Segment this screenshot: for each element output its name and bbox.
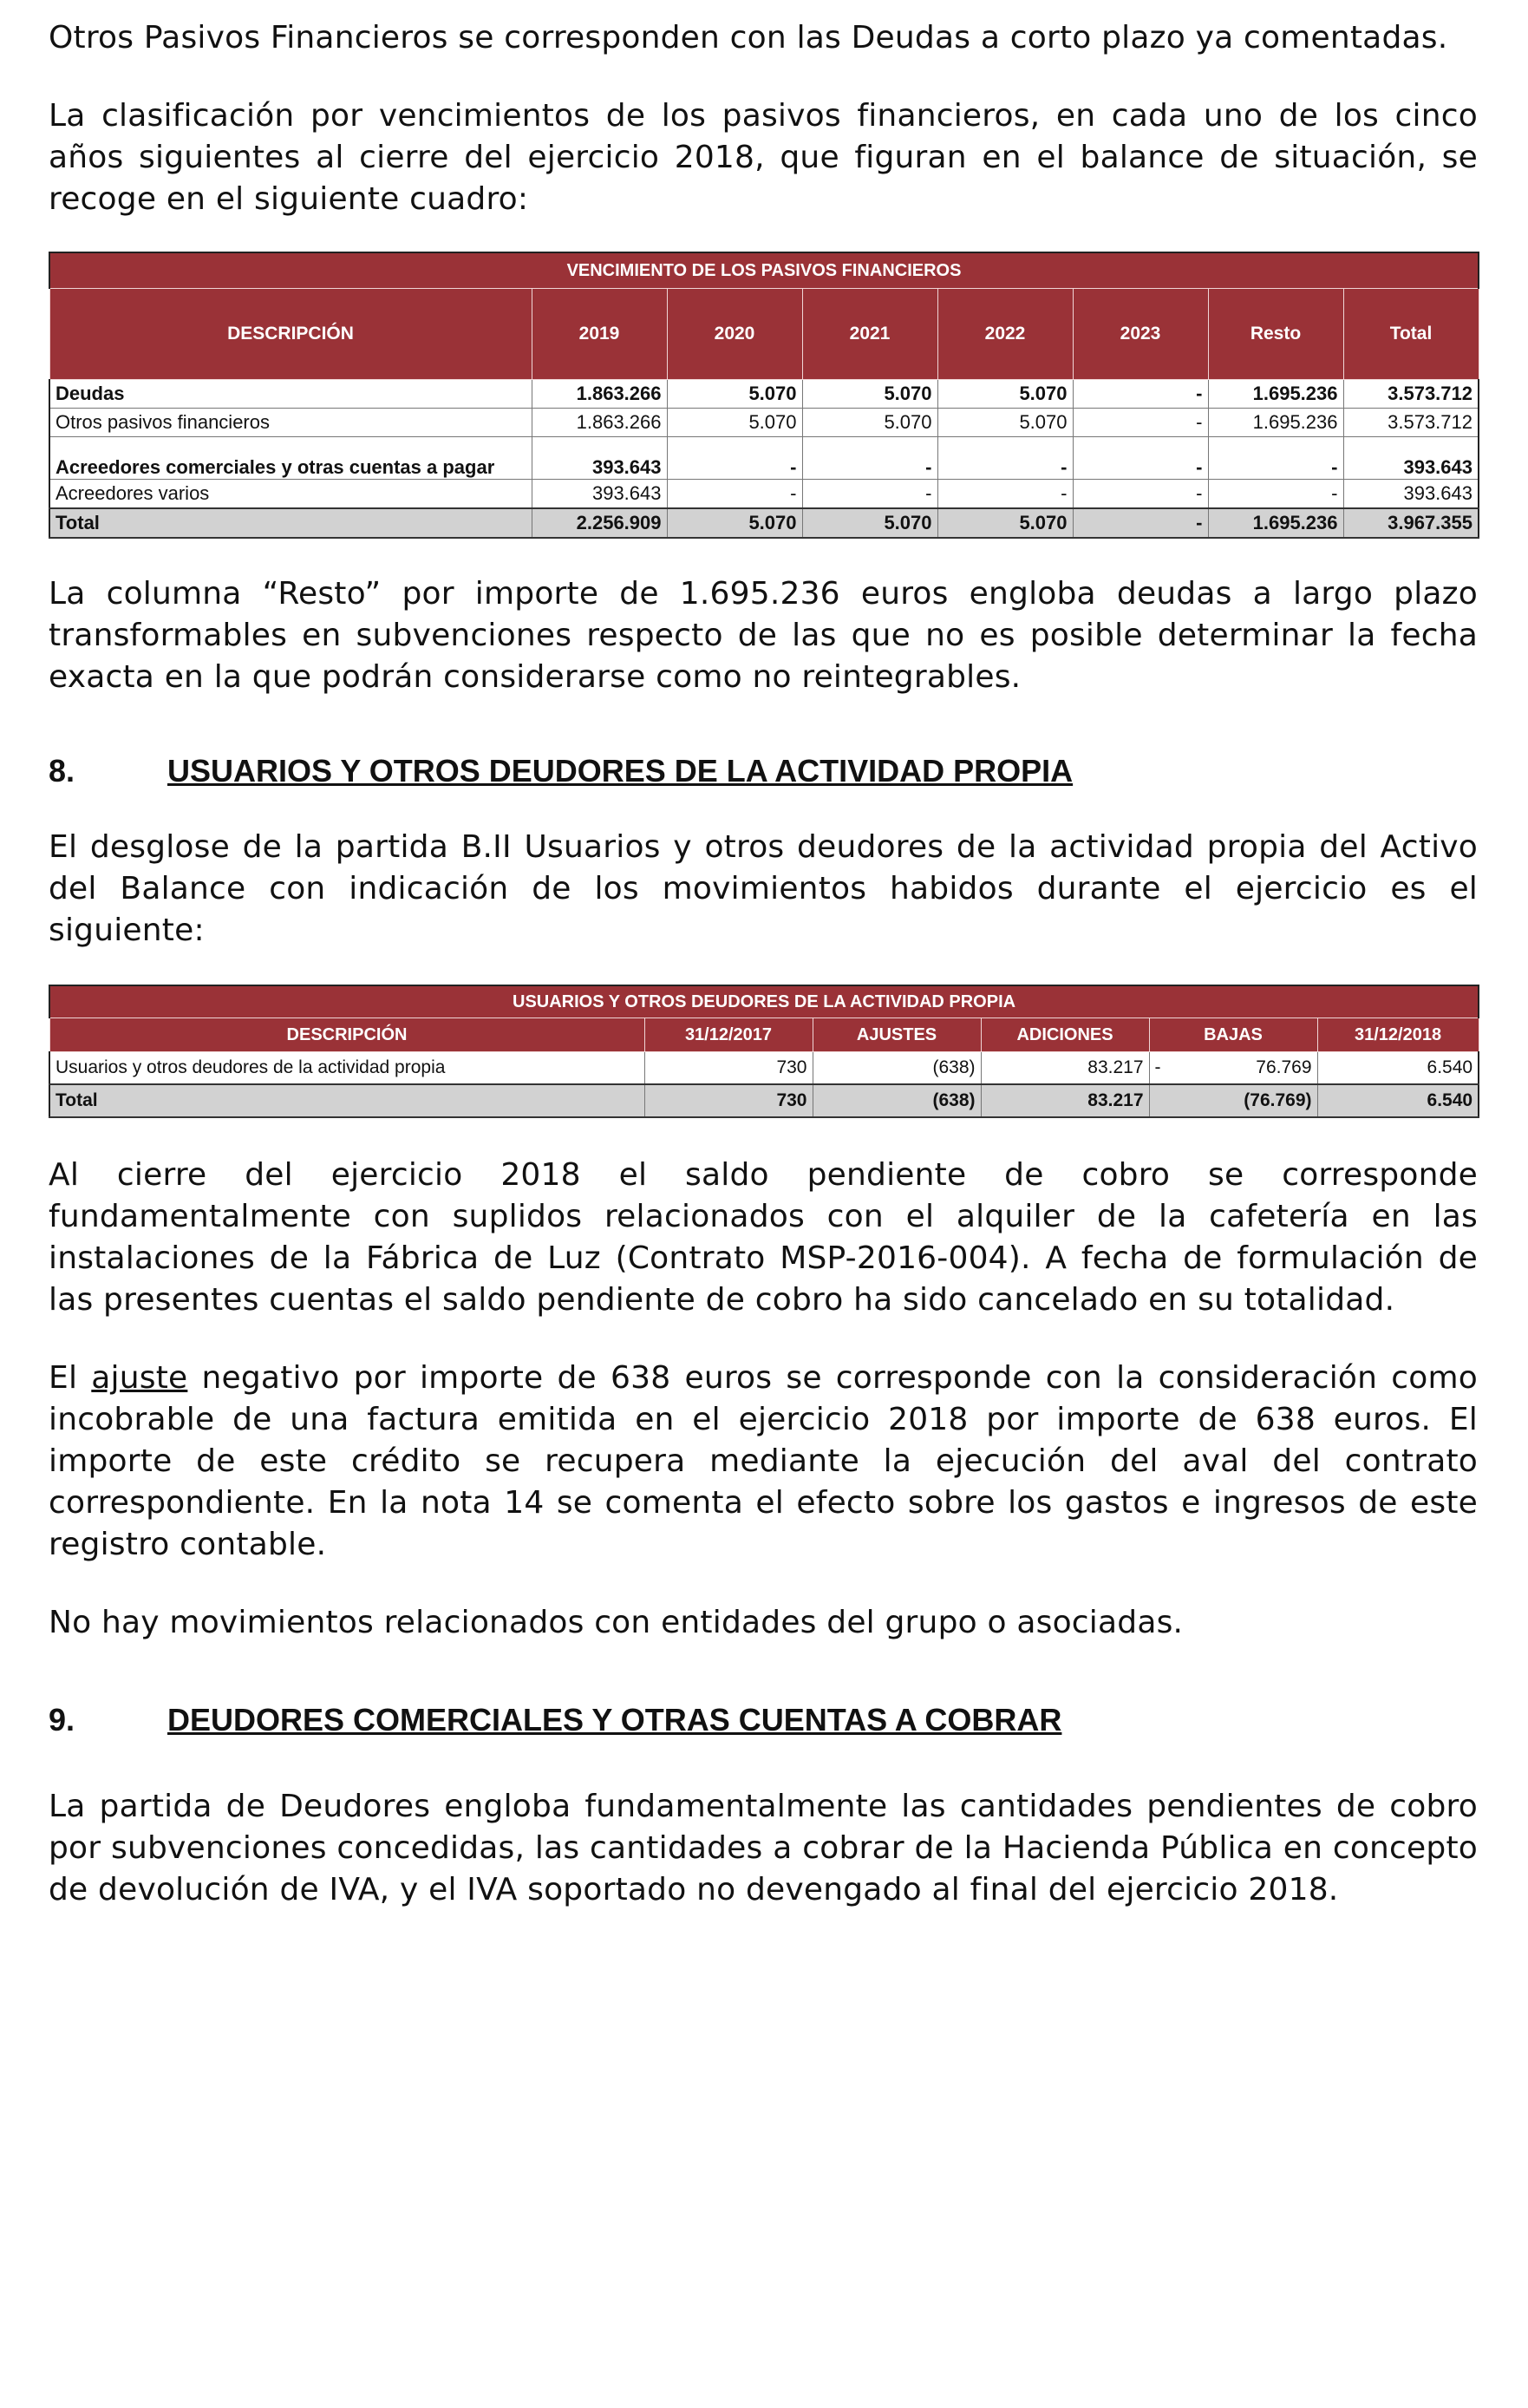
table-cell: - <box>1073 380 1208 409</box>
table-cell: (638) <box>813 1052 981 1085</box>
table-cell: - <box>802 480 937 509</box>
column-header: 2023 <box>1073 289 1208 380</box>
table-cell: 5.070 <box>667 409 802 437</box>
table-cell: Otros pasivos financieros <box>49 409 532 437</box>
section-number: 9. <box>49 1702 75 1737</box>
column-header: 31/12/2017 <box>644 1018 813 1052</box>
table-cell: 3.573.712 <box>1343 409 1479 437</box>
table-cell: - <box>802 437 937 480</box>
column-header: 2019 <box>532 289 667 380</box>
table-cell: 83.217 <box>981 1052 1149 1085</box>
table-cell: - <box>937 480 1073 509</box>
table-cell: 5.070 <box>802 380 937 409</box>
column-header: 31/12/2018 <box>1317 1018 1479 1052</box>
column-header: DESCRIPCIÓN <box>49 289 532 380</box>
underlined-word: ajuste <box>91 1360 188 1396</box>
column-header: 2022 <box>937 289 1073 380</box>
table-cell <box>1149 1052 1317 1085</box>
table-cell: 5.070 <box>937 380 1073 409</box>
table-cell: 6.540 <box>1317 1052 1479 1085</box>
table-cell: Acreedores varios <box>49 480 532 509</box>
column-header: Total <box>1343 289 1479 380</box>
paragraph: No hay movimientos relacionados con entidades del grupo o asociadas. <box>49 1605 1184 1640</box>
paragraph: La columna “Resto” por importe de 1.695.236 euros engloba deudas a largo plazo transformables en subvenciones respecto de las que no es posible determinar la fecha exacta en la que podrán considerarse como no reintegrables. <box>49 576 1478 695</box>
table-cell: 2.256.909 <box>532 508 667 538</box>
section-heading-8 <box>49 750 1478 792</box>
table-row <box>49 380 1479 409</box>
column-header: AJUSTES <box>813 1018 981 1052</box>
table-cell: 730 <box>644 1052 813 1085</box>
column-header: Resto <box>1208 289 1343 380</box>
table-cell: 3.967.355 <box>1343 508 1479 538</box>
table-cell: 393.643 <box>1343 480 1479 509</box>
table-title: VENCIMIENTO DE LOS PASIVOS FINANCIEROS <box>49 252 1479 289</box>
table-total-row <box>49 508 1479 538</box>
column-header: 2020 <box>667 289 802 380</box>
paragraph: El desglose de la partida B.II Usuarios y otros deudores de la actividad propia del Activo del Balance con indicación de los movimientos habidos durante el ejercicio es el siguiente: <box>49 829 1478 948</box>
table-cell: 393.643 <box>532 437 667 480</box>
section-title: USUARIOS Y OTROS DEUDORES DE LA ACTIVIDAD PROPIA <box>167 753 1074 788</box>
table-cell: 83.217 <box>981 1084 1149 1117</box>
paragraph: Otros Pasivos Financieros se corresponden con las Deudas a corto plazo ya comentadas. <box>49 20 1448 56</box>
column-header: DESCRIPCIÓN <box>49 1018 644 1052</box>
maturity-table <box>49 252 1479 539</box>
cell-value: (76.769) <box>1244 1090 1312 1110</box>
table-cell: - <box>1073 437 1208 480</box>
table-cell: - <box>1073 480 1208 509</box>
column-header: ADICIONES <box>981 1018 1149 1052</box>
column-header: 2021 <box>802 289 937 380</box>
paragraph: La partida de Deudores engloba fundamentalmente las cantidades pendientes de cobro por subvenciones concedidas, las cantidades a cobrar de la Hacienda Pública en concepto de devolución de IVA, y el IVA soportado no devengado al final del ejercicio 2018. <box>49 1789 1478 1907</box>
table-cell: - <box>937 437 1073 480</box>
table-cell: - <box>1073 409 1208 437</box>
table-row <box>49 1052 1479 1085</box>
table-cell: Deudas <box>49 380 532 409</box>
table-cell <box>1149 1084 1317 1117</box>
table-cell: 5.070 <box>937 508 1073 538</box>
table-cell: 1.695.236 <box>1208 409 1343 437</box>
table-cell: - <box>1208 480 1343 509</box>
table-cell: 3.573.712 <box>1343 380 1479 409</box>
table-cell: (638) <box>813 1084 981 1117</box>
table-cell: 393.643 <box>532 480 667 509</box>
table-cell: - <box>667 480 802 509</box>
section-number: 8. <box>49 753 75 788</box>
text-span: negativo por importe de 638 euros se corresponde con la consideración como incobrable de una factura emitida en el ejercicio 2018 por importe de 638 euros. El importe de este crédito se recupera mediante la ejecución del aval del contrato correspondiente. En la nota 14 se comenta el efecto sobre los gastos e ingresos de este registro contable. <box>49 1360 1478 1562</box>
column-header: BAJAS <box>1149 1018 1317 1052</box>
page-content <box>49 17 1478 1947</box>
table-cell: 6.540 <box>1317 1084 1479 1117</box>
table-cell: - <box>1073 508 1208 538</box>
table-cell: 5.070 <box>667 380 802 409</box>
paragraph: Al cierre del ejercicio 2018 el saldo pendiente de cobro se corresponde fundamentalmente con suplidos relacionados con el alquiler de la cafetería en las instalaciones de la Fábrica de Luz (Contrato MSP-2016-004). A fecha de formulación de las presentes cuentas el saldo pendiente de cobro ha sido cancelado en su totalidad. <box>49 1157 1478 1318</box>
table-total-row <box>49 1084 1479 1117</box>
table-cell: 393.643 <box>1343 437 1479 480</box>
section-heading-9 <box>49 1699 1478 1741</box>
table-cell: Acreedores comerciales y otras cuentas a pagar <box>49 437 532 480</box>
table-cell: - <box>1208 437 1343 480</box>
table-cell: Usuarios y otros deudores de la actividad propia <box>49 1052 644 1085</box>
debtors-table <box>49 985 1479 1118</box>
table-cell: Total <box>49 508 532 538</box>
cell-value: 76.769 <box>1256 1057 1312 1077</box>
text-span: El <box>49 1360 92 1396</box>
table-cell: 730 <box>644 1084 813 1117</box>
table-row <box>49 437 1479 480</box>
table-cell: 5.070 <box>802 508 937 538</box>
table-title: USUARIOS Y OTROS DEUDORES DE LA ACTIVIDAD PROPIA <box>49 985 1479 1018</box>
table-cell: 5.070 <box>667 508 802 538</box>
paragraph <box>49 1358 1478 1566</box>
table-cell: 5.070 <box>802 409 937 437</box>
table-cell: 1.695.236 <box>1208 380 1343 409</box>
table-row <box>49 409 1479 437</box>
table-cell: 5.070 <box>937 409 1073 437</box>
table-cell: 1.863.266 <box>532 380 667 409</box>
paragraph: La clasificación por vencimientos de los pasivos financieros, en cada uno de los cinco años siguientes al cierre del ejercicio 2018, que figuran en el balance de situación, se recoge en el siguiente cuadro: <box>49 98 1478 217</box>
minus-sign: - <box>1154 1057 1161 1077</box>
table-cell: 1.863.266 <box>532 409 667 437</box>
section-title: DEUDORES COMERCIALES Y OTRAS CUENTAS A COBRAR <box>167 1702 1062 1737</box>
table-cell: 1.695.236 <box>1208 508 1343 538</box>
table-cell: - <box>667 437 802 480</box>
table-row <box>49 480 1479 509</box>
table-cell: Total <box>49 1084 644 1117</box>
